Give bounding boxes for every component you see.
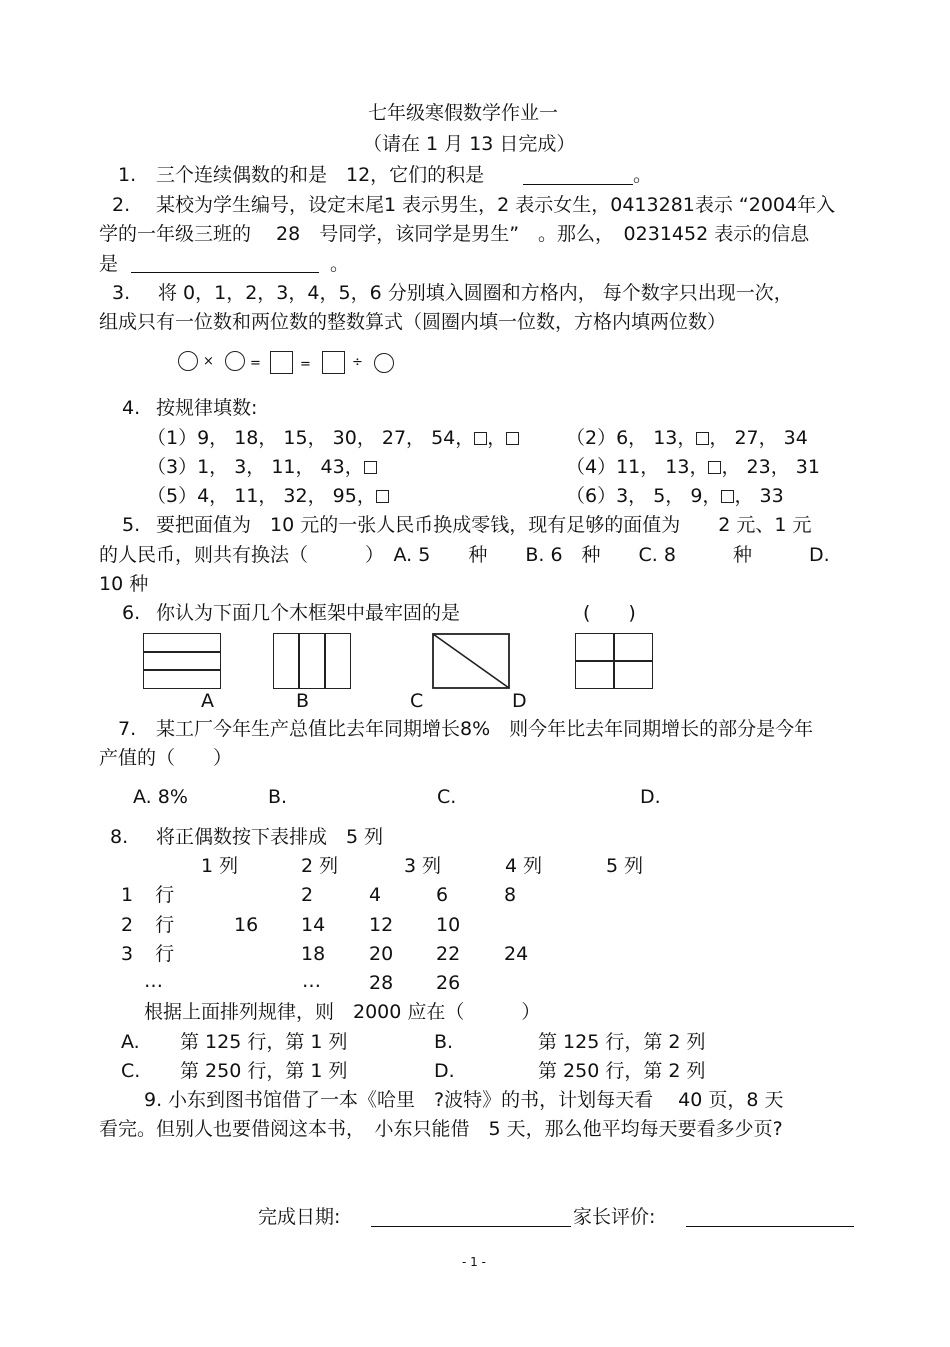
- q2-line3-tail: 。: [330, 253, 350, 275]
- q3-circle-1[interactable]: [178, 351, 198, 371]
- q8-option-b-label[interactable]: B.: [434, 1031, 454, 1053]
- q1-text: 三个连续偶数的和是 12，它们的积是: [156, 164, 485, 186]
- answer-box-icon[interactable]: [474, 432, 487, 445]
- table-cell: 14: [301, 914, 326, 936]
- table-cell: 20: [369, 943, 394, 965]
- q1-tail: 。: [633, 164, 653, 186]
- q8-text: 将正偶数按下表排成 5 列: [156, 826, 384, 848]
- frame-b-diagram: [273, 633, 351, 689]
- q3-equals-sign-2: =: [300, 357, 311, 372]
- q3-number: 3.: [112, 282, 131, 304]
- parent-evaluation-field[interactable]: [686, 1226, 854, 1227]
- q9-number: 9.: [144, 1089, 163, 1111]
- frame-c-diagonal: [433, 634, 509, 688]
- q4-prompt: 按规律填数:: [156, 397, 258, 419]
- q8-ellipsis-2: …: [302, 970, 321, 992]
- q8-col-header-5: 5 列: [606, 855, 644, 877]
- q4-item-5: （5）4， 11， 32， 95，: [147, 487, 389, 506]
- q7-option-d[interactable]: D.: [640, 786, 661, 808]
- table-cell: 24: [504, 943, 529, 965]
- table-cell: 22: [436, 943, 461, 965]
- q5-line3: 10 种: [99, 573, 149, 595]
- table-cell: 2: [301, 884, 314, 906]
- frame-a-diagram: [143, 633, 221, 689]
- q8-col-header-1: 1 列: [201, 855, 239, 877]
- q2-number: 2.: [112, 194, 131, 216]
- q2-line2: 学的一年级三班的 28 号同学，该同学是男生” 。那么， 0231452 表示的信息: [99, 223, 810, 245]
- frame-c-diagram: [432, 633, 511, 690]
- q1-number: 1.: [118, 164, 137, 186]
- q7-option-c[interactable]: C.: [437, 786, 457, 808]
- table-cell: 10: [436, 914, 461, 936]
- q4-number: 4.: [122, 397, 141, 419]
- frame-d-diagram: [575, 633, 653, 689]
- frame-label-a: A: [201, 690, 214, 712]
- q5-line1: 要把面值为 10 元的一张人民币换成零钱，现有足够的面值为 2 元、1 元: [156, 514, 812, 536]
- frame-label-b: B: [296, 690, 310, 712]
- q4-item-3: （3）1， 3， 11， 43，: [147, 458, 377, 477]
- q7-number: 7.: [118, 718, 137, 740]
- q3-line2: 组成只有一位数和两位数的整数算式（圆圈内填一位数，方格内填两位数）: [99, 311, 727, 333]
- q2-line1: 某校为学生编号，设定末尾1 表示男生，2 表示女生，0413281表示 “2004年入: [156, 194, 836, 216]
- q8-col-header-4: 4 列: [505, 855, 543, 877]
- q8-option-c: 第 250 行，第 1 列: [180, 1060, 348, 1082]
- frame-b-line-2: [324, 634, 326, 688]
- q8-option-d-label[interactable]: D.: [434, 1060, 455, 1082]
- q8-row-label-2: 2 行: [121, 914, 175, 936]
- table-cell: 16: [234, 914, 259, 936]
- q3-times-sign: ×: [203, 354, 214, 369]
- q6-number: 6.: [122, 602, 141, 624]
- q4-item-6: （6）3， 5， 9， ， 33: [566, 485, 784, 507]
- q8-option-c-label[interactable]: C.: [121, 1060, 141, 1082]
- q8-option-a: 第 125 行，第 1 列: [180, 1031, 348, 1053]
- q5-number: 5.: [122, 514, 141, 536]
- q8-option-b: 第 125 行，第 2 列: [538, 1031, 706, 1053]
- frame-d-line-v: [613, 634, 615, 688]
- q4-item-4: （4）11， 13， ， 23， 31: [566, 456, 820, 478]
- q3-box-1[interactable]: [270, 351, 293, 374]
- q7-option-b[interactable]: B.: [268, 786, 288, 808]
- table-cell: 6: [436, 884, 449, 906]
- parent-evaluation-label: 家长评价:: [573, 1206, 656, 1228]
- frame-a-line-2: [144, 669, 220, 671]
- table-cell: 18: [301, 943, 326, 965]
- frame-a-line-1: [144, 651, 220, 653]
- q3-box-2[interactable]: [322, 351, 345, 374]
- frame-label-c: C: [410, 690, 424, 712]
- q6-text: 你认为下面几个木框架中最牢固的是: [156, 602, 461, 624]
- q8-option-d: 第 250 行，第 2 列: [538, 1060, 706, 1082]
- frame-b-line-1: [298, 634, 300, 688]
- q2-line3-prefix: 是: [99, 253, 119, 275]
- page-title: 七年级寒假数学作业一: [368, 102, 559, 124]
- answer-box-icon[interactable]: [364, 461, 377, 474]
- q6-answer-paren[interactable]: ( ): [583, 602, 636, 624]
- table-cell: 8: [504, 884, 517, 906]
- q4-item-1: （1）9， 18， 15， 30， 27， 54， ，: [147, 429, 519, 448]
- q8-row-label-1: 1 行: [121, 884, 175, 906]
- table-cell: 12: [369, 914, 394, 936]
- q3-circle-3[interactable]: [374, 353, 394, 373]
- q9-line2: 看完。但别人也要借阅这本书， 小东只能借 5 天，那么他平均每天要看多少页?: [99, 1118, 783, 1140]
- q2-answer-blank[interactable]: [131, 272, 319, 273]
- q4-item-2: （2）6， 13， ， 27， 34: [566, 427, 808, 449]
- q3-divide-sign: ÷: [352, 355, 363, 370]
- answer-box-icon[interactable]: [506, 432, 519, 445]
- page-number: - 1 -: [462, 1255, 486, 1269]
- q3-line1: 将 0，1，2，3，4，5，6 分别填入圆圈和方格内， 每个数字只出现一次，: [158, 282, 793, 304]
- q1-answer-blank[interactable]: [523, 184, 633, 185]
- table-cell: 4: [369, 884, 382, 906]
- answer-box-icon[interactable]: [708, 461, 721, 474]
- q8-row-label-3: 3 行: [121, 943, 175, 965]
- q5-line2: 的人民币，则共有换法（ ） A. 5 种 B. 6 种 C. 8 种 D.: [99, 544, 830, 566]
- q8-number: 8.: [110, 826, 129, 848]
- q8-option-a-label[interactable]: A.: [121, 1031, 140, 1053]
- q8-col-header-3: 3 列: [404, 855, 442, 877]
- frame-label-d: D: [512, 690, 527, 712]
- completion-date-label: 完成日期:: [258, 1206, 341, 1228]
- q8-question: 根据上面排列规律，则 2000 应在（ ）: [144, 1001, 541, 1023]
- q8-col-header-2: 2 列: [301, 855, 339, 877]
- q3-circle-2[interactable]: [225, 351, 245, 371]
- answer-box-icon[interactable]: [721, 490, 734, 503]
- answer-box-icon[interactable]: [376, 490, 389, 503]
- completion-date-field[interactable]: [371, 1226, 571, 1227]
- q7-option-a[interactable]: A. 8%: [133, 786, 188, 808]
- q8-ellipsis-1: …: [144, 970, 163, 992]
- q7-line2: 产值的（ ）: [99, 747, 233, 769]
- q9-line1: 小东到图书馆借了一本《哈里 ?波特》的书，计划每天看 40 页，8 天: [168, 1089, 784, 1111]
- table-cell: 26: [436, 972, 461, 994]
- table-cell: 28: [369, 972, 394, 994]
- q7-line1: 某工厂今年生产总值比去年同期增长8% 则今年比去年同期增长的部分是今年: [156, 718, 814, 740]
- answer-box-icon[interactable]: [696, 432, 709, 445]
- q3-equals-sign-1: =: [250, 356, 261, 371]
- page-subtitle: （请在 1 月 13 日完成）: [363, 133, 576, 155]
